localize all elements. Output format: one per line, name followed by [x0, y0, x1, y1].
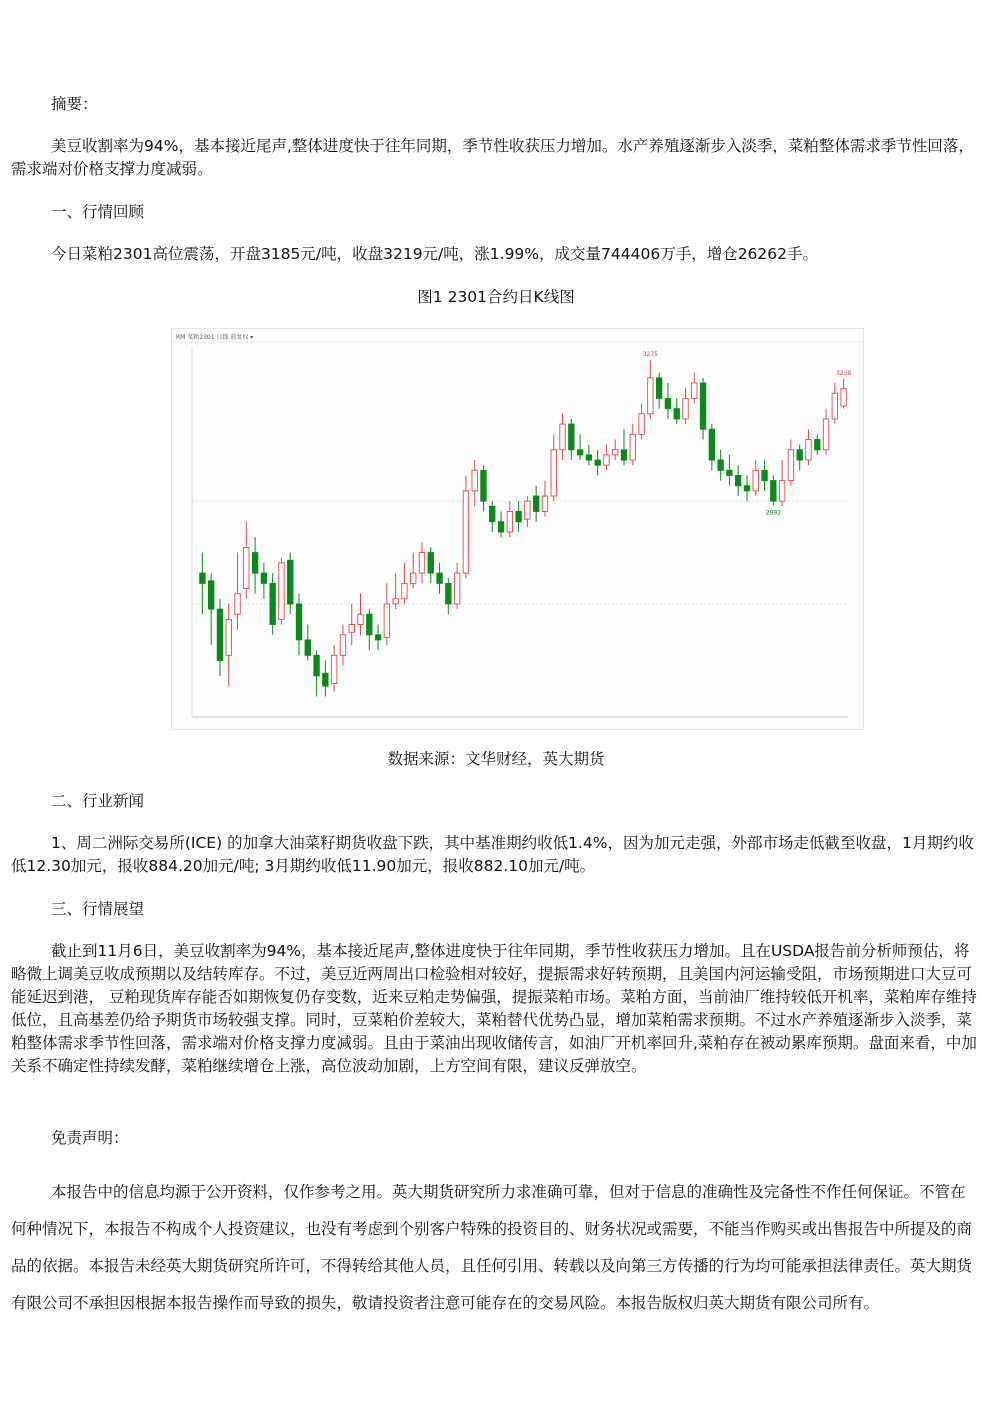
candle-body-13 [314, 655, 319, 676]
annotation-label-0: 3275 [642, 350, 659, 358]
candle-body-7 [261, 573, 266, 583]
candle-body-20 [375, 635, 380, 640]
chart-grid [192, 347, 848, 717]
candle-body-11 [296, 604, 301, 640]
disclaimer-heading: 免责声明： [51, 1129, 129, 1147]
candle-body-41 [560, 424, 565, 450]
disclaimer-text: 本报告中的信息均源于公开资料，仅作参考之用。英大期货研究所力求准确可靠，但对于信息的准确性及完备性不作任何保证。不管在何种情况下，本报告不构成个人投资建议，也没有考虑到个别客户特殊的投资目的、财务状况或需要，不能当作购买或出售报告中所提及的商品的依据。本报告未经英大期货研究所许可，不得转给其他人员，且任何引用、转载以及向第三方传播的行为均可能承担法律责任。英大期货有限公司不承担因根据本报告操作而导致的损失，敬请投资者注意可能存在的交易风险。本报告版权归英大期货有限公司所有。 [11, 1183, 973, 1312]
candle-body-6 [252, 553, 257, 574]
chart-header-text: RM 菜粕2301 日线 前复权 ▾ [176, 334, 254, 341]
candle-body-12 [305, 640, 310, 655]
candle-body-14 [323, 673, 328, 686]
candle-body-38 [533, 496, 538, 511]
figure-caption: 图1 2301合约日K线图 [417, 288, 575, 306]
figure-source: 数据来源：文华财经，英大期货 [387, 750, 605, 768]
candle-body-37 [525, 501, 530, 519]
chart-candles [200, 360, 847, 697]
candle-body-22 [393, 599, 398, 604]
candle-body-9 [279, 563, 284, 620]
candle-body-4 [235, 594, 240, 615]
candle-body-70 [815, 440, 820, 450]
candle-body-67 [788, 450, 793, 481]
candle-body-33 [490, 506, 495, 521]
candle-body-69 [806, 440, 811, 461]
candle-body-48 [621, 450, 626, 460]
candle-body-53 [665, 398, 670, 408]
candle-body-21 [384, 604, 389, 637]
section3-text: 截止到11月6日，美豆收割率为94%，基本接近尾声,整体进度快于往年同期，季节性收获压力增加。且在USDA报告前分析师预估，将略微上调美豆收成预期以及结转库存。不过，美豆近两周出口检验相对较好，提振需求好转预期，且美国内河运输受阻，市场预期进口大豆可能延迟到港， 豆粕现货库存能否如期恢复仍存变数，近来豆粕走势偏强，提振菜粕市场。菜粕方面，当前油厂维持较低开机率，菜粕库存维持低位，且高基差仍给予期货市场较强支撑。同时，豆菜粕价差较大，菜粕替代优势凸显，增加菜粕需求预期。不过水产养殖逐渐步入淡季，菜粕整体需求季节性回落，需求端对价格支撑力度减弱。且由于菜油出现收储传言，如油厂开机率回升,菜粕存在被动累库预期。盘面来看，中加关系不确定性持续发酵，菜粕继续增仓上涨，高位波动加剧，上方空间有限，建议反弹放空。 [11, 942, 977, 1075]
candle-body-15 [331, 655, 336, 683]
candle-body-30 [463, 491, 468, 573]
candle-body-68 [797, 450, 802, 460]
candle-body-65 [771, 481, 776, 502]
abstract-heading: 摘要： [51, 95, 98, 113]
kline-chart [171, 328, 864, 730]
candle-body-62 [744, 486, 749, 491]
candle-body-51 [648, 378, 653, 414]
candle-body-43 [577, 450, 582, 455]
candle-body-47 [613, 450, 618, 455]
candle-body-72 [832, 393, 837, 419]
candle-body-59 [718, 460, 723, 470]
candle-body-35 [507, 511, 512, 532]
candle-body-50 [639, 414, 644, 435]
candle-body-18 [358, 614, 363, 624]
candle-body-3 [226, 619, 231, 655]
candle-body-28 [446, 583, 451, 604]
section2-heading: 二、行业新闻 [51, 792, 145, 810]
candle-body-44 [586, 455, 591, 460]
candle-body-54 [674, 409, 679, 419]
candle-body-16 [340, 635, 345, 656]
candle-body-29 [454, 573, 459, 604]
kline-chart-svg [172, 329, 863, 729]
candle-body-32 [481, 470, 486, 501]
candle-body-56 [692, 383, 697, 398]
candle-body-5 [244, 547, 249, 588]
section1-text: 今日菜粕2301高位震荡，开盘3185元/吨，收盘3219元/吨，涨1.99%，成交量744406万手，增仓26262手。 [51, 245, 819, 263]
candle-body-46 [604, 455, 609, 465]
section1-heading: 一、行情回顾 [51, 203, 145, 221]
candle-body-39 [542, 496, 547, 511]
candle-body-42 [569, 424, 574, 450]
annotation-label-3: 2992 [765, 509, 781, 517]
candle-body-1 [208, 581, 213, 609]
section2-text: 1、周二洲际交易所(ICE) 的加拿大油菜籽期货收盘下跌，其中基准期约收低1.4%，因为加元走强，外部市场走低截至收盘，1月期约收低12.30加元，报收884.20加元/吨; 3月期约收低11.90加元，报收882.10加元/吨。 [11, 834, 974, 875]
candle-body-24 [410, 573, 415, 583]
candle-body-40 [551, 450, 556, 496]
candle-body-23 [402, 583, 407, 598]
candle-body-36 [516, 511, 521, 521]
candle-body-10 [288, 560, 293, 604]
abstract-text: 美豆收割率为94%，基本接近尾声,整体进度快于往年同期，季节性收获压力增加。水产养殖逐渐步入淡季，菜粕整体需求季节性回落，需求端对价格支撑力度减弱。 [11, 137, 974, 178]
annotation-label-1: 3238 [835, 369, 852, 377]
candle-body-66 [779, 481, 784, 502]
candle-body-8 [270, 583, 275, 624]
candle-body-64 [762, 470, 767, 480]
candle-body-71 [823, 419, 828, 450]
candle-body-63 [753, 470, 758, 491]
section3-heading: 三、行情展望 [51, 900, 145, 918]
candle-body-19 [367, 614, 372, 635]
candle-body-31 [472, 470, 477, 491]
candle-body-55 [683, 398, 688, 419]
candle-body-2 [217, 609, 222, 660]
candle-body-25 [419, 553, 424, 574]
candle-body-73 [841, 389, 846, 406]
candle-body-27 [437, 573, 442, 583]
candle-body-34 [498, 522, 503, 532]
candle-body-49 [630, 434, 635, 460]
candle-body-61 [735, 475, 740, 485]
candle-body-17 [349, 625, 354, 633]
candle-body-0 [200, 573, 205, 583]
candle-body-45 [595, 460, 600, 465]
candle-body-60 [727, 470, 732, 475]
candle-body-26 [428, 553, 433, 574]
candle-body-57 [700, 383, 705, 429]
candle-body-58 [709, 429, 714, 460]
candle-body-52 [656, 378, 661, 399]
